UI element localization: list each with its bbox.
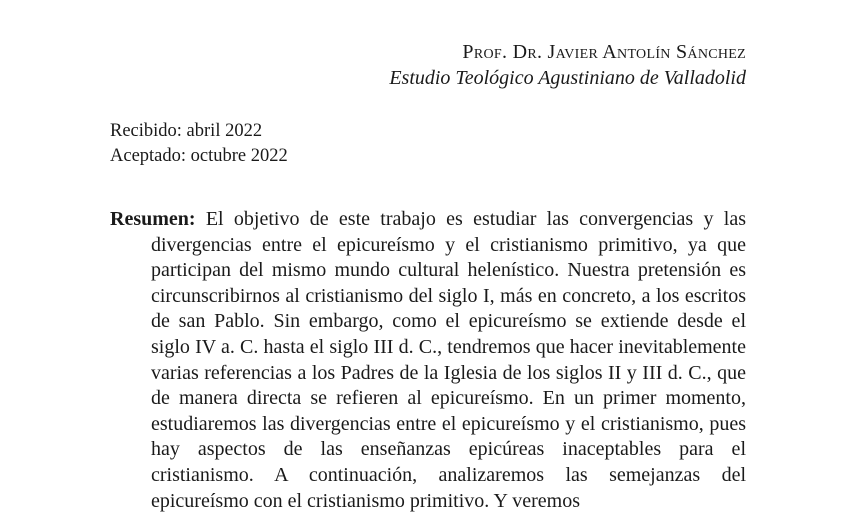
author-name: Prof. Dr. Javier Antolín Sánchez [462,41,746,63]
accepted-date: Aceptado: octubre 2022 [110,145,288,166]
abstract-label: Resumen: [110,208,196,230]
author-block [389,39,746,91]
abstract-text: El objetivo de este trabajo es estudiar las convergencias y las divergencias entre el epicureísmo y el cristianismo primitivo, ya que participan del mismo mundo cultural helenístico. Nuestra pretensión es circunscribirnos al cristianismo del siglo I, más en concreto, a los escritos de san Pablo. Sin embargo, como el epicureísmo se extiende desde el siglo IV a. C. hasta el siglo III d. C., tendremos que hacer inevitablemente varias referencias a los Padres de la Iglesia de los siglos II y III d. C., que de manera directa se refieren al epicureísmo. En un primer momento, estudiaremos las divergencias entre el epicureísmo y el cristianismo, pues hay aspectos de las enseñanzas epicúreas inaceptables para el cristianismo. A continuación, analizaremos las semejanzas del epicureísmo con el cristianismo primitivo. Y veremos [151,208,747,512]
submission-dates [110,119,288,168]
abstract-paragraph [110,207,746,514]
abstract [110,207,746,514]
received-date: Recibido: abril 2022 [110,121,263,141]
author-affiliation: Estudio Teológico Agustiniano de Valladolid [389,67,746,89]
